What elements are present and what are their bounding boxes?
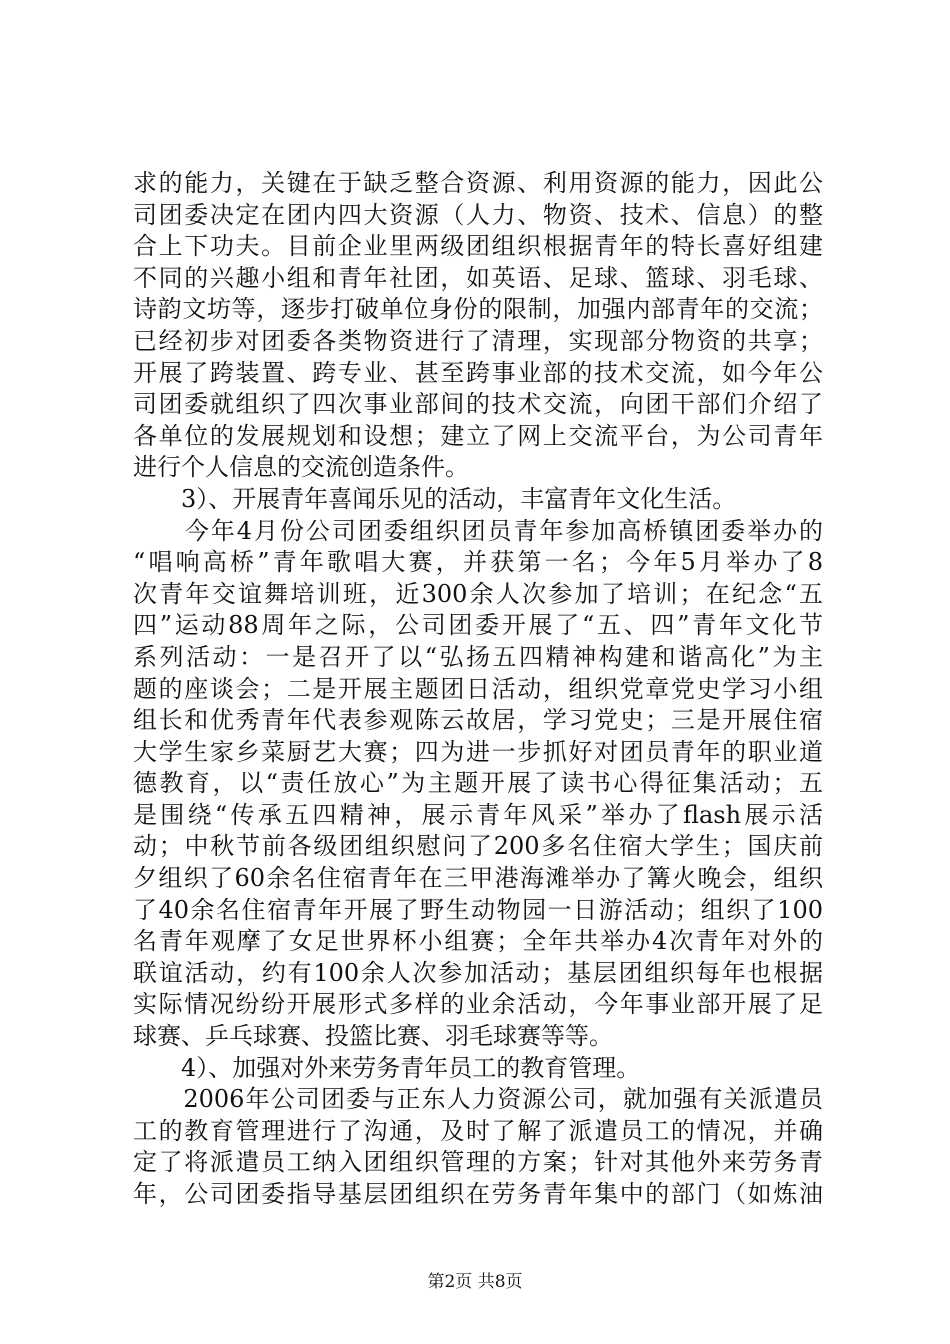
text-line: 今年4月份公司团委组织团员青年参加高桥镇团委举办的 bbox=[133, 516, 823, 545]
text-line: 工的教育管理进行了沟通，及时了解了派遣员工的情况，并确 bbox=[133, 1116, 823, 1145]
text-line: 名青年观摩了女足世界杯小组赛；全年共举办4次青年对外的 bbox=[133, 927, 823, 956]
text-line: 题的座谈会；二是开展主题团日活动，组织党章党史学习小组 bbox=[133, 674, 823, 703]
text-line: 司团委决定在团内四大资源（人力、物资、技术、信息）的整 bbox=[133, 200, 823, 229]
body-text bbox=[133, 168, 823, 1211]
text-line: 实际情况纷纷开展形式多样的业余活动，今年事业部开展了足 bbox=[133, 990, 823, 1019]
text-line: 联谊活动，约有100余人次参加活动；基层团组织每年也根据 bbox=[133, 958, 823, 987]
text-line: 年，公司团委指导基层团组织在劳务青年集中的部门（如炼油 bbox=[133, 1180, 823, 1208]
text-line: 动；中秋节前各级团组织慰问了200多名住宿大学生；国庆前 bbox=[133, 832, 823, 861]
text-line: 求的能力，关键在于缺乏整合资源、利用资源的能力，因此公 bbox=[133, 169, 823, 197]
text-line: 大学生家乡菜厨艺大赛；四为进一步抓好对团员青年的职业道 bbox=[133, 737, 823, 766]
text-line: 开展了跨装置、跨专业、甚至跨事业部的技术交流，如今年公 bbox=[133, 358, 823, 387]
text-line: 次青年交谊舞培训班，近300余人次参加了培训；在纪念“五 bbox=[133, 579, 823, 608]
text-line: 3）、开展青年喜闻乐见的活动，丰富青年文化生活。 bbox=[133, 484, 737, 513]
text-line: 进行个人信息的交流创造条件。 bbox=[133, 453, 469, 482]
text-line: 合上下功夫。目前企业里两级团组织根据青年的特长喜好组建 bbox=[133, 232, 823, 261]
text-line: 诗韵文坊等，逐步打破单位身份的限制，加强内部青年的交流； bbox=[133, 295, 823, 324]
text-line: 是围绕“传承五四精神，展示青年风采”举办了flash展示活 bbox=[133, 800, 823, 829]
text-line: 四”运动88周年之际，公司团委开展了“五、四”青年文化节 bbox=[133, 611, 823, 640]
text-line: 4）、加强对外来劳务青年员工的教育管理。 bbox=[133, 1053, 641, 1082]
text-line: 了40余名住宿青年开展了野生动物园一日游活动；组织了100 bbox=[133, 895, 823, 924]
text-line: 不同的兴趣小组和青年社团，如英语、足球、篮球、羽毛球、 bbox=[133, 263, 823, 292]
text-line: 球赛、乒乓球赛、投篮比赛、羽毛球赛等等。 bbox=[133, 1022, 613, 1051]
text-line: 2006年公司团委与正东人力资源公司，就加强有关派遣员 bbox=[133, 1085, 823, 1114]
text-line: 德教育，以“责任放心”为主题开展了读书心得征集活动；五 bbox=[133, 769, 823, 798]
text-line: 司团委就组织了四次事业部间的技术交流，向团干部们介绍了 bbox=[133, 390, 823, 419]
text-line: 系列活动：一是召开了以“弘扬五四精神构建和谐高化”为主 bbox=[133, 642, 823, 671]
page-footer: 第2页 共8页 bbox=[427, 1272, 523, 1292]
text-line: “唱响高桥”青年歌唱大赛，并获第一名；今年5月举办了8 bbox=[133, 548, 823, 577]
text-line: 已经初步对团委各类物资进行了清理，实现部分物资的共享； bbox=[133, 326, 823, 355]
text-line: 定了将派遣员工纳入团组织管理的方案；针对其他外来劳务青 bbox=[133, 1148, 823, 1177]
text-line: 夕组织了60余名住宿青年在三甲港海滩举办了篝火晚会，组织 bbox=[133, 864, 823, 893]
text-line: 组长和优秀青年代表参观陈云故居，学习党史；三是开展住宿 bbox=[133, 706, 823, 735]
text-line: 各单位的发展规划和设想；建立了网上交流平台，为公司青年 bbox=[133, 421, 823, 450]
